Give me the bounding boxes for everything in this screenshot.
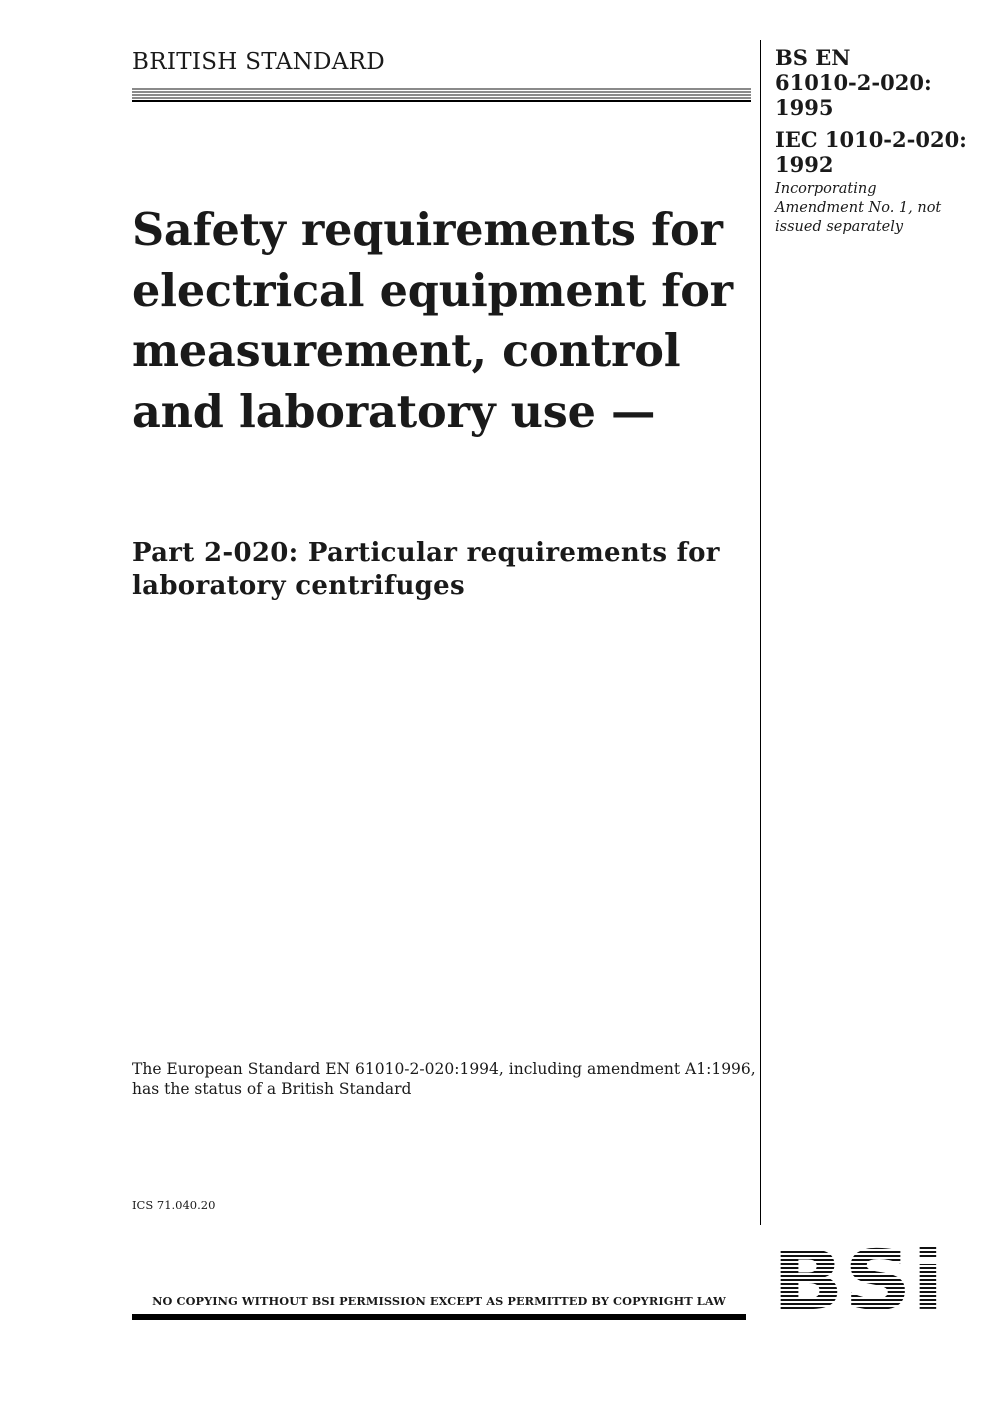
copyright-notice: NO COPYING WITHOUT BSI PERMISSION EXCEPT AS PERMITTED BY COPYRIGHT LAW [152, 1294, 726, 1308]
ics-code: ICS 71.040.20 [132, 1198, 216, 1212]
bsi-logo-icon [770, 1243, 946, 1315]
status-note: The European Standard EN 61010-2-020:1994, including amendment A1:1996, has the status of a British Standard [132, 1060, 756, 1098]
page-title: Safety requirements for electrical equipment for measurement, control and laboratory use — [132, 204, 733, 438]
header-rule-gray [132, 88, 751, 99]
column-divider [760, 40, 761, 1225]
bs-en-number: BS EN 61010-2-020: 1995 [775, 45, 932, 120]
amendment-note: Incorporating Amendment No. 1, not issued separately [775, 181, 942, 235]
iec-number: IEC 1010-2-020: 1992 [775, 127, 967, 177]
footer-rule [132, 1314, 746, 1320]
header-rule-black [132, 100, 751, 102]
series-label: BRITISH STANDARD [132, 49, 386, 75]
part-subtitle: Part 2-020: Particular requirements for laboratory centrifuges [132, 538, 720, 601]
